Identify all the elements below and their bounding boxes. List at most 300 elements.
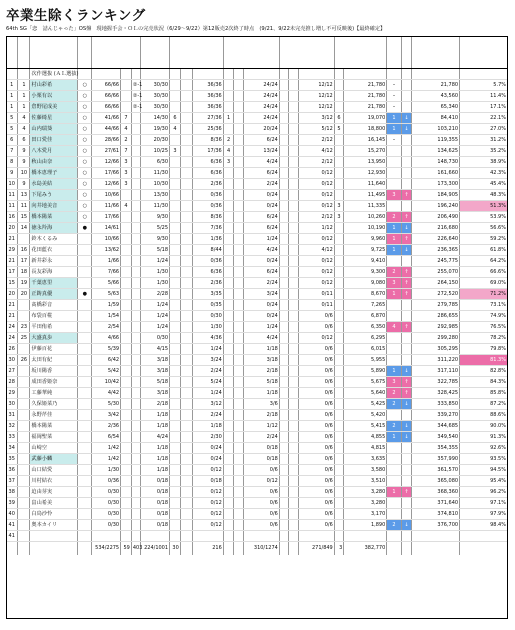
cumulative-cell: 103,210 [412, 123, 460, 134]
rank-change-arrow: ↑ [401, 189, 412, 200]
ratio-cell: 84.3% [460, 376, 508, 387]
rank-cell: 34 [6, 442, 18, 453]
total-sub-cell: 3 [121, 156, 132, 167]
sales-cell: 19,070 [344, 112, 387, 123]
genchi-cell: 0/18 [141, 486, 170, 497]
sales-cell: 6,015 [344, 343, 387, 354]
ratio-cell: 79.8% [460, 343, 508, 354]
olsign-cell: 0/6 [244, 497, 280, 508]
ratio-cell: 38.9% [460, 156, 508, 167]
total-sold-cell: 41/66 [92, 112, 121, 123]
rank-change-num: 1 [387, 431, 401, 442]
cumulative-cell: 245,775 [412, 255, 460, 266]
rank-cell: 29 [6, 387, 18, 398]
total-sold-cell: 0/30 [92, 486, 121, 497]
prev-rank-cell: 1 [18, 90, 30, 101]
rank-cell: 20 [6, 222, 18, 233]
cumulative-cell: 272,520 [412, 288, 460, 299]
rank-cell: 33 [6, 431, 18, 442]
genchi-cell: 2/28 [141, 288, 170, 299]
cumulative-cell: 299,280 [412, 332, 460, 343]
rank-cell: 28 [6, 376, 18, 387]
cumulative-cell: 184,905 [412, 189, 460, 200]
prev-rank-cell: 17 [18, 255, 30, 266]
total-sold-cell: 7/66 [92, 266, 121, 277]
ratio-cell: 42.3% [460, 167, 508, 178]
total-cell: 271/849 [298, 541, 334, 555]
ol-cell: 0/12 [192, 486, 223, 497]
cumulative-cell: 371,640 [412, 497, 460, 508]
rank-change-arrow: ↑ [401, 266, 412, 277]
cumulative-cell: 292,985 [412, 321, 460, 332]
total-sold-cell: 27/61 [92, 145, 121, 156]
member-name: 奥本カイリ [30, 519, 78, 530]
rank-cell: 21 [6, 310, 18, 321]
member-name: 次作選抜 (ＡＬ選抜) [30, 68, 78, 79]
genchi-cell: 10/25 [141, 145, 170, 156]
ol3s-cell: 12/12 [298, 90, 334, 101]
sales-cell: 11,335 [344, 200, 387, 211]
ol-cell: 8/36 [192, 134, 223, 145]
rank-change-arrow: ↓ [401, 398, 412, 409]
prev-rank-cell: 4 [18, 123, 30, 134]
ol3s-cell: 2/12 [298, 134, 334, 145]
ol3s-cell: 0/6 [298, 420, 334, 431]
rank-cell: 35 [6, 453, 18, 464]
ol3s-cell: 0/12 [298, 167, 334, 178]
olsign-cell: 0/18 [244, 453, 280, 464]
ol3s-cell: 0/11 [298, 288, 334, 299]
sales-cell: 21,780 [344, 101, 387, 112]
rank-change-arrow: ↓ [401, 112, 412, 123]
rank-cell: 41 [6, 519, 18, 530]
sales-cell: 6,350 [344, 321, 387, 332]
sales-cell: 3,510 [344, 475, 387, 486]
member-name: 福岡聖菜 [30, 431, 78, 442]
ratio-cell: 53.9% [460, 211, 508, 222]
rank-cell: 21 [6, 299, 18, 310]
rank-cell: 31 [6, 409, 18, 420]
genchi-cell: 1/24 [141, 310, 170, 321]
genchi-cell: 0/18 [141, 497, 170, 508]
rank-change-num: 2 [387, 266, 401, 277]
ol-cell: 36/36 [192, 79, 223, 90]
select-mark: ○ [78, 101, 92, 112]
cumulative-cell: 161,660 [412, 167, 460, 178]
select-mark: ○ [78, 178, 92, 189]
ol3s-cell: 12/12 [298, 79, 334, 90]
total-sold-cell: 2/54 [92, 321, 121, 332]
member-name: 髙橋彩音 [30, 299, 78, 310]
ol3s-cell: 1/12 [298, 222, 334, 233]
ol3s-cell: 0/6 [298, 398, 334, 409]
olsign-cell: 0/24 [244, 200, 280, 211]
prev-rank-cell: 13 [18, 189, 30, 200]
ol-cell: 0/12 [192, 497, 223, 508]
member-name: 山内瑞葵 [30, 123, 78, 134]
rank-cell: 9 [6, 167, 18, 178]
ol3s-cell: 0/6 [298, 508, 334, 519]
member-name: 大盛真歩 [30, 332, 78, 343]
ol-cell: 1/24 [192, 387, 223, 398]
ol3s-cell: 0/6 [298, 343, 334, 354]
ol3s-cell: 0/6 [298, 497, 334, 508]
ol-sub-cell: 3 [223, 156, 234, 167]
total-sub-cell: 7 [121, 145, 132, 156]
rank-change-arrow: ↓ [401, 365, 412, 376]
member-name: 布袋百椛 [30, 310, 78, 321]
ratio-cell: 76.5% [460, 321, 508, 332]
rank-change-num: 1 [387, 486, 401, 497]
ratio-cell: 35.2% [460, 145, 508, 156]
ratio-cell: 59.2% [460, 233, 508, 244]
ol3s-cell: 0/6 [298, 376, 334, 387]
total-sold-cell: 12/66 [92, 156, 121, 167]
total-sold-cell: 0/30 [92, 508, 121, 519]
rank-change-num: 3 [387, 189, 401, 200]
ol-cell: 2/24 [192, 365, 223, 376]
prev-rank-cell: 1 [18, 101, 30, 112]
member-name: 正鋳真優 [30, 288, 78, 299]
ol3s-cell: 0/6 [298, 442, 334, 453]
select-mark: ● [78, 288, 92, 299]
ratio-cell: 69.0% [460, 277, 508, 288]
member-name: 長友彩海 [30, 266, 78, 277]
sales-cell: 13,950 [344, 156, 387, 167]
cumulative-cell: 148,730 [412, 156, 460, 167]
rank-cell: 20 [6, 288, 18, 299]
olsign-cell: 24/24 [244, 79, 280, 90]
rank-cell: 7 [6, 145, 18, 156]
olsign-cell: 0/6 [244, 464, 280, 475]
rank-change-num: 1 [387, 123, 401, 134]
ol-cell: 0/12 [192, 464, 223, 475]
member-name: 山口結愛 [30, 464, 78, 475]
ol-cell: 2/30 [192, 431, 223, 442]
ratio-cell: 5.7% [460, 79, 508, 90]
total-sub-cell: 7 [121, 112, 132, 123]
genchi-sub-cell: 3 [170, 145, 181, 156]
olsign-cell: 2/18 [244, 365, 280, 376]
status-cell: ②-1 [131, 101, 141, 112]
sales-cell: 8,670 [344, 288, 387, 299]
rank-change-num: 4 [387, 321, 401, 332]
rank-cell: 27 [6, 365, 18, 376]
sales-cell: 5,640 [344, 387, 387, 398]
member-name: 水島美結 [30, 178, 78, 189]
prev-rank-cell: 19 [18, 277, 30, 288]
ol3s-cell: 5/12 [298, 123, 334, 134]
total-sold-cell: 17/66 [92, 167, 121, 178]
cumulative-cell: 226,640 [412, 233, 460, 244]
rank-cell: 26 [6, 343, 18, 354]
select-mark: ● [78, 222, 92, 233]
sales-cell: 4,855 [344, 431, 387, 442]
olsign-cell: 4/24 [244, 332, 280, 343]
total-sold-cell: 66/66 [92, 101, 121, 112]
sales-cell: 3,280 [344, 486, 387, 497]
total-sold-cell: 17/66 [92, 211, 121, 222]
total-sold-cell: 66/66 [92, 79, 121, 90]
cumulative-cell: 328,425 [412, 387, 460, 398]
member-name: 鈴木くるみ [30, 233, 78, 244]
sales-cell: 6,870 [344, 310, 387, 321]
total-sold-cell: 2/36 [92, 420, 121, 431]
ratio-cell: 61.8% [460, 244, 508, 255]
member-name: 武藤小麟 [30, 453, 78, 464]
cumulative-cell: 374,810 [412, 508, 460, 519]
prev-rank-cell: 18 [18, 266, 30, 277]
sales-cell: 9,725 [344, 244, 387, 255]
ol3s-cell: 0/12 [298, 266, 334, 277]
ol3s-cell: 0/12 [298, 189, 334, 200]
total-sub-cell: 3 [121, 178, 132, 189]
ol-sub-cell: 1 [223, 112, 234, 123]
rank-change-arrow: ↑ [401, 486, 412, 497]
rank-change-arrow: ↓ [401, 222, 412, 233]
ol-cell: 0/12 [192, 519, 223, 530]
sales-cell: 7,265 [344, 299, 387, 310]
ol-cell: 2/24 [192, 409, 223, 420]
ratio-cell: 88.6% [460, 409, 508, 420]
genchi-cell: 3/18 [141, 387, 170, 398]
ol-cell: 0/12 [192, 508, 223, 519]
olsign-cell: 0/24 [244, 310, 280, 321]
olsign-cell: 2/18 [244, 409, 280, 420]
prev-rank-cell: 16 [18, 244, 30, 255]
rank-cell: 38 [6, 486, 18, 497]
member-name: 工藤華純 [30, 387, 78, 398]
ol3s-cell: 4/12 [298, 145, 334, 156]
prev-rank-cell: 9 [18, 178, 30, 189]
ol-cell: 0/24 [192, 453, 223, 464]
olsign-cell: 20/24 [244, 123, 280, 134]
ratio-cell: 22.1% [460, 112, 508, 123]
cumulative-cell: 286,655 [412, 310, 460, 321]
sales-cell: 21,780 [344, 90, 387, 101]
ol-cell: 0/30 [192, 310, 223, 321]
member-name: 橋本恵理子 [30, 167, 78, 178]
sales-cell: 11,640 [344, 178, 387, 189]
genchi-cell: 11/30 [141, 200, 170, 211]
rank-change-arrow: ↓ [401, 431, 412, 442]
ol-cell: 8/44 [192, 244, 223, 255]
sales-cell: 4,815 [344, 442, 387, 453]
prev-rank-cell: 15 [18, 211, 30, 222]
total-sold-cell: 13/62 [92, 244, 121, 255]
prev-rank-cell: 6 [18, 134, 30, 145]
ol-cell: 3/35 [192, 288, 223, 299]
ol-cell: 6/36 [192, 156, 223, 167]
total-cell: 3 [334, 541, 344, 555]
ratio-cell: 81.3% [460, 354, 508, 365]
rank-cell: 8 [6, 156, 18, 167]
ratio-cell: 78.2% [460, 332, 508, 343]
olsign-cell: 6/24 [244, 167, 280, 178]
olsign-cell: 0/24 [244, 189, 280, 200]
ol-cell: 6/36 [192, 266, 223, 277]
prev-rank-cell: 23 [18, 321, 30, 332]
total-sub-cell: 2 [121, 134, 132, 145]
rank-cell: 6 [6, 134, 18, 145]
rank-change-num: 2 [387, 211, 401, 222]
genchi-cell: 13/30 [141, 189, 170, 200]
sales-cell: 9,300 [344, 266, 387, 277]
member-name: 伊藤百花 [30, 343, 78, 354]
ol3s-cell: 0/6 [298, 486, 334, 497]
ol-cell: 2/36 [192, 277, 223, 288]
olsign-cell: 24/24 [244, 101, 280, 112]
ol3s-cell: 4/12 [298, 244, 334, 255]
cumulative-cell: 333,850 [412, 398, 460, 409]
genchi-cell: 0/18 [141, 508, 170, 519]
genchi-cell: 14/30 [141, 112, 170, 123]
genchi-cell: 3/18 [141, 354, 170, 365]
total-sold-cell: 5/63 [92, 288, 121, 299]
select-mark: ○ [78, 156, 92, 167]
cumulative-cell: 365,080 [412, 475, 460, 486]
rank-cell: 30 [6, 398, 18, 409]
sales-cell: 5,675 [344, 376, 387, 387]
ol3s-cell: 2/12 [298, 211, 334, 222]
genchi-cell: 1/18 [141, 442, 170, 453]
total-sold-cell: 6/54 [92, 431, 121, 442]
member-name: 平田侑希 [30, 321, 78, 332]
member-name: 川村結衣 [30, 475, 78, 486]
ol3s-cell: 0/6 [298, 475, 334, 486]
ratio-cell: 11.4% [460, 90, 508, 101]
total-cell: 216 [192, 541, 223, 555]
member-name: 向井地美音 [30, 200, 78, 211]
total-sold-cell: 5/66 [92, 277, 121, 288]
total-cell: 382,770 [344, 541, 387, 555]
prev-rank-cell: 14 [18, 222, 30, 233]
cumulative-cell: 264,150 [412, 277, 460, 288]
olsign-cell: 3/6 [244, 398, 280, 409]
total-sub-cell: 4 [121, 200, 132, 211]
total-sold-cell: 12/66 [92, 178, 121, 189]
select-mark: ○ [78, 145, 92, 156]
total-sold-cell: 1/30 [92, 464, 121, 475]
ol3s-sub-cell: 5 [334, 123, 344, 134]
ol-cell: 7/36 [192, 222, 223, 233]
genchi-cell: 1/24 [141, 321, 170, 332]
ol-cell: 5/24 [192, 376, 223, 387]
cumulative-cell: 311,220 [412, 354, 460, 365]
ratio-cell: 87.2% [460, 398, 508, 409]
genchi-cell: 3/18 [141, 365, 170, 376]
rank-cell: 21 [6, 233, 18, 244]
total-sold-cell: 44/66 [92, 123, 121, 134]
genchi-cell: 1/18 [141, 464, 170, 475]
rank-cell: 24 [6, 332, 18, 343]
sales-cell: 9,410 [344, 255, 387, 266]
sales-cell: 3,280 [344, 497, 387, 508]
genchi-cell: 0/18 [141, 475, 170, 486]
prev-rank-cell: 25 [18, 332, 30, 343]
select-mark: ○ [78, 90, 92, 101]
ol3s-cell: 0/12 [298, 332, 334, 343]
total-sold-cell: 1/66 [92, 255, 121, 266]
olsign-cell: 13/24 [244, 145, 280, 156]
genchi-cell: 5/18 [141, 376, 170, 387]
ratio-cell: 45.4% [460, 178, 508, 189]
rank-change-num: 2 [387, 387, 401, 398]
total-cell: 30 [170, 541, 181, 555]
select-mark: ○ [78, 79, 92, 90]
member-name: 迫由芽実 [30, 486, 78, 497]
genchi-cell: 11/30 [141, 167, 170, 178]
ol3s-cell: 0/6 [298, 453, 334, 464]
sales-cell: 3,635 [344, 453, 387, 464]
olsign-cell: 6/24 [244, 134, 280, 145]
member-name: 小栗有以 [30, 90, 78, 101]
rank-change-num: 3 [387, 277, 401, 288]
olsign-cell: 0/24 [244, 299, 280, 310]
genchi-sub-cell: 6 [170, 112, 181, 123]
olsign-cell: 4/24 [244, 156, 280, 167]
rank-change-num: – [387, 90, 401, 101]
total-cell: 403 [131, 541, 141, 555]
genchi-cell: 1/18 [141, 409, 170, 420]
rank-change-num: 1 [387, 222, 401, 233]
rank-change-arrow: ↑ [401, 211, 412, 222]
total-cell: 534/2275 [92, 541, 121, 555]
rank-cell: 1 [6, 101, 18, 112]
sales-cell: 16,145 [344, 134, 387, 145]
ratio-cell: 56.6% [460, 222, 508, 233]
ol-cell: 1/36 [192, 233, 223, 244]
ol3s-cell: 2/12 [298, 156, 334, 167]
rank-cell: 17 [6, 266, 18, 277]
rank-change-num: 3 [387, 376, 401, 387]
cumulative-cell: 173,300 [412, 178, 460, 189]
cumulative-cell: 279,785 [412, 299, 460, 310]
status-cell: ②-1 [131, 79, 141, 90]
genchi-cell: 30/30 [141, 90, 170, 101]
prev-rank-cell: 9 [18, 156, 30, 167]
member-name: 倉野尾成美 [30, 101, 78, 112]
select-mark: ○ [78, 211, 92, 222]
member-name: 新井彩永 [30, 255, 78, 266]
genchi-cell: 4/24 [141, 431, 170, 442]
cumulative-cell: 206,490 [412, 211, 460, 222]
sales-cell: 5,420 [344, 409, 387, 420]
sales-cell: 11,495 [344, 189, 387, 200]
ol-cell: 27/36 [192, 112, 223, 123]
cumulative-cell: 21,780 [412, 79, 460, 90]
rank-cell: 15 [6, 277, 18, 288]
total-cell: 224/1001 [141, 541, 170, 555]
total-sold-cell: 4/42 [92, 387, 121, 398]
ol3s-cell: 0/6 [298, 409, 334, 420]
sales-cell: 9,960 [344, 233, 387, 244]
rank-change-arrow: ↓ [401, 244, 412, 255]
rank-cell: 21 [6, 255, 18, 266]
rank-change-num: 1 [387, 233, 401, 244]
ol3s-cell: 0/12 [298, 255, 334, 266]
total-sub-cell: 3 [121, 167, 132, 178]
member-name: 田口愛佳 [30, 134, 78, 145]
ol3s-cell: 0/6 [298, 387, 334, 398]
cumulative-cell: 339,270 [412, 409, 460, 420]
olsign-cell: 3/18 [244, 354, 280, 365]
rank-change-arrow: ↓ [401, 420, 412, 431]
ratio-cell: 95.4% [460, 475, 508, 486]
total-sold-cell: 3/42 [92, 409, 121, 420]
olsign-cell: 6/24 [244, 266, 280, 277]
rank-cell: 29 [6, 244, 18, 255]
